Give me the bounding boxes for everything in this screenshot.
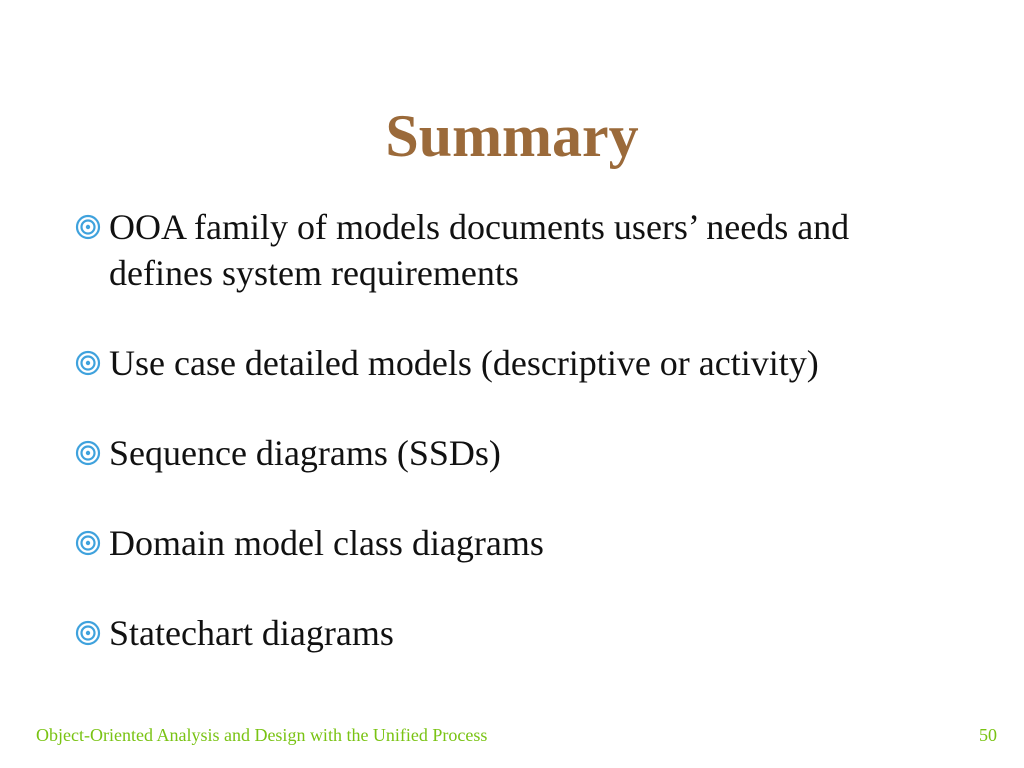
target-bullet-icon	[74, 529, 102, 557]
target-bullet-icon	[74, 213, 102, 241]
bullet-item	[74, 520, 954, 566]
bullet-text: Use case detailed models (descriptive or activity)	[109, 343, 819, 383]
target-bullet-icon	[74, 619, 102, 647]
footer-page-number: 50	[979, 725, 997, 745]
bullet-text: Statechart diagrams	[109, 613, 394, 653]
bullet-text: OOA family of models documents users’ needs and defines system requirements	[109, 207, 850, 293]
target-bullet-icon	[74, 439, 102, 467]
bullet-item	[74, 204, 954, 296]
footer-course-title: Object-Oriented Analysis and Design with the Unified Process	[36, 725, 488, 745]
bullet-list	[74, 204, 954, 700]
bullet-text: Sequence diagrams (SSDs)	[109, 433, 501, 473]
bullet-item	[74, 340, 954, 386]
bullet-text: Domain model class diagrams	[109, 523, 544, 563]
bullet-item	[74, 430, 954, 476]
page-title: Summary	[385, 103, 639, 169]
target-bullet-icon	[74, 349, 102, 377]
bullet-item	[74, 610, 954, 656]
